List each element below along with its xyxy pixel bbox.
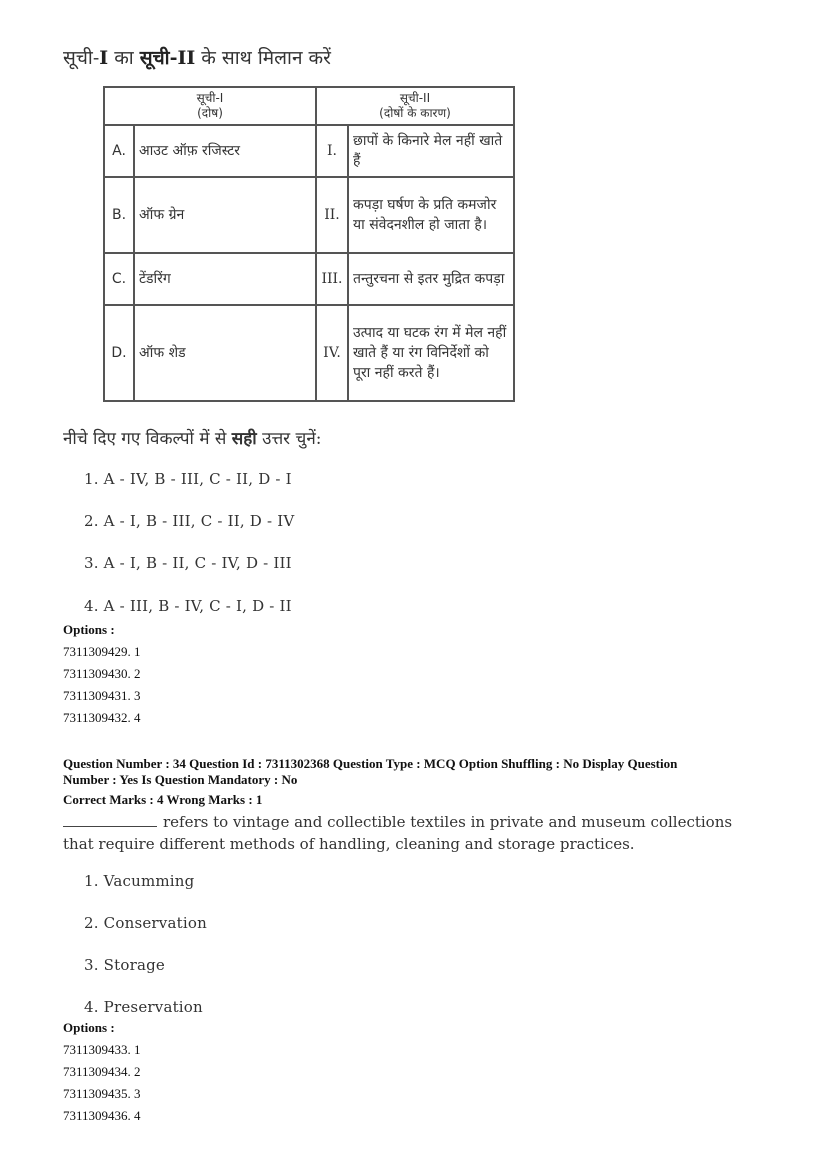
row-letter: A. bbox=[104, 125, 134, 177]
row-roman: II. bbox=[316, 177, 348, 253]
q34-marks: Correct Marks : 4 Wrong Marks : 1 bbox=[63, 792, 263, 807]
row-defect: ऑफ शेड bbox=[134, 305, 316, 401]
q34-meta-line-1: Question Number : 34 Question Id : 7311302368 Question Type : MCQ Option Shuffling : No Display Question bbox=[63, 756, 678, 771]
q34-question-text: refers to vintage and collectible textiles in private and museum collections that require different methods of handling, cleaning and storage practices. bbox=[63, 813, 733, 853]
table-row bbox=[104, 305, 514, 401]
q33-option-id-1: 7311309429. 1 bbox=[63, 644, 141, 659]
q33-choice-1: 1. A - IV, B - III, C - II, D - I bbox=[84, 470, 292, 488]
q33-instruction: नीचे दिए गए विकल्पों में से सही उत्तर चुनें: bbox=[63, 429, 322, 449]
q33-options-label: Options : bbox=[63, 622, 115, 637]
q34-choice-4: 4. Preservation bbox=[84, 998, 203, 1016]
row-cause: उत्पाद या घटक रंग में मेल नहीं खाते हैं या रंग विनिर्देशों को पूरा नहीं करते हैं। bbox=[348, 305, 514, 401]
q33-choice-2: 2. A - I, B - III, C - II, D - IV bbox=[84, 512, 295, 530]
q33-title-bold-2: सूची-II bbox=[139, 47, 196, 69]
row-letter: B. bbox=[104, 177, 134, 253]
q34-meta-line-2: Number : Yes Is Question Mandatory : No bbox=[63, 772, 298, 787]
match-table bbox=[103, 86, 515, 402]
row-roman: IV. bbox=[316, 305, 348, 401]
q33-option-id-2: 7311309430. 2 bbox=[63, 666, 141, 681]
table-row bbox=[104, 253, 514, 305]
row-letter: D. bbox=[104, 305, 134, 401]
row-cause: कपड़ा घर्षण के प्रति कमजोर या संवेदनशील हो जाता है। bbox=[348, 177, 514, 253]
list-1-header: सूची-I (दोष) bbox=[104, 87, 316, 125]
q33-choice-3: 3. A - I, B - II, C - IV, D - III bbox=[84, 554, 292, 572]
blank-line bbox=[63, 812, 157, 827]
q34-choice-2: 2. Conservation bbox=[84, 914, 207, 932]
q34-option-id-4: 7311309436. 4 bbox=[63, 1108, 141, 1123]
q33-title-text-3: के साथ मिलान करें bbox=[195, 47, 331, 69]
row-cause: तन्तुरचना से इतर मुद्रित कपड़ा bbox=[348, 253, 514, 305]
match-table-header bbox=[104, 87, 514, 125]
row-roman: I. bbox=[316, 125, 348, 177]
q34-meta bbox=[63, 756, 783, 808]
row-roman: III. bbox=[316, 253, 348, 305]
row-defect: टेंडरिंग bbox=[134, 253, 316, 305]
q34-options-label: Options : bbox=[63, 1020, 115, 1035]
table-row bbox=[104, 177, 514, 253]
table-row bbox=[104, 125, 514, 177]
q33-option-id-3: 7311309431. 3 bbox=[63, 688, 141, 703]
row-defect: ऑफ ग्रेन bbox=[134, 177, 316, 253]
row-letter: C. bbox=[104, 253, 134, 305]
q33-title bbox=[63, 44, 331, 70]
q33-title-text-1: सूची- bbox=[63, 47, 100, 69]
list-2-header: सूची-II (दोषों के कारण) bbox=[316, 87, 514, 125]
q33-choice-4: 4. A - III, B - IV, C - I, D - II bbox=[84, 597, 292, 615]
q33-title-bold-1: I bbox=[99, 47, 109, 69]
q34-choice-1: 1. Vacumming bbox=[84, 872, 195, 890]
q34-option-id-2: 7311309434. 2 bbox=[63, 1064, 141, 1079]
q34-option-id-3: 7311309435. 3 bbox=[63, 1086, 141, 1101]
q34-choice-3: 3. Storage bbox=[84, 956, 166, 974]
q34-option-id-1: 7311309433. 1 bbox=[63, 1042, 141, 1057]
row-cause: छापों के किनारे मेल नहीं खाते हैं bbox=[348, 125, 514, 177]
q33-title-text-2: का bbox=[108, 47, 140, 69]
row-defect: आउट ऑफ़ रजिस्टर bbox=[134, 125, 316, 177]
q33-option-id-4: 7311309432. 4 bbox=[63, 710, 141, 725]
